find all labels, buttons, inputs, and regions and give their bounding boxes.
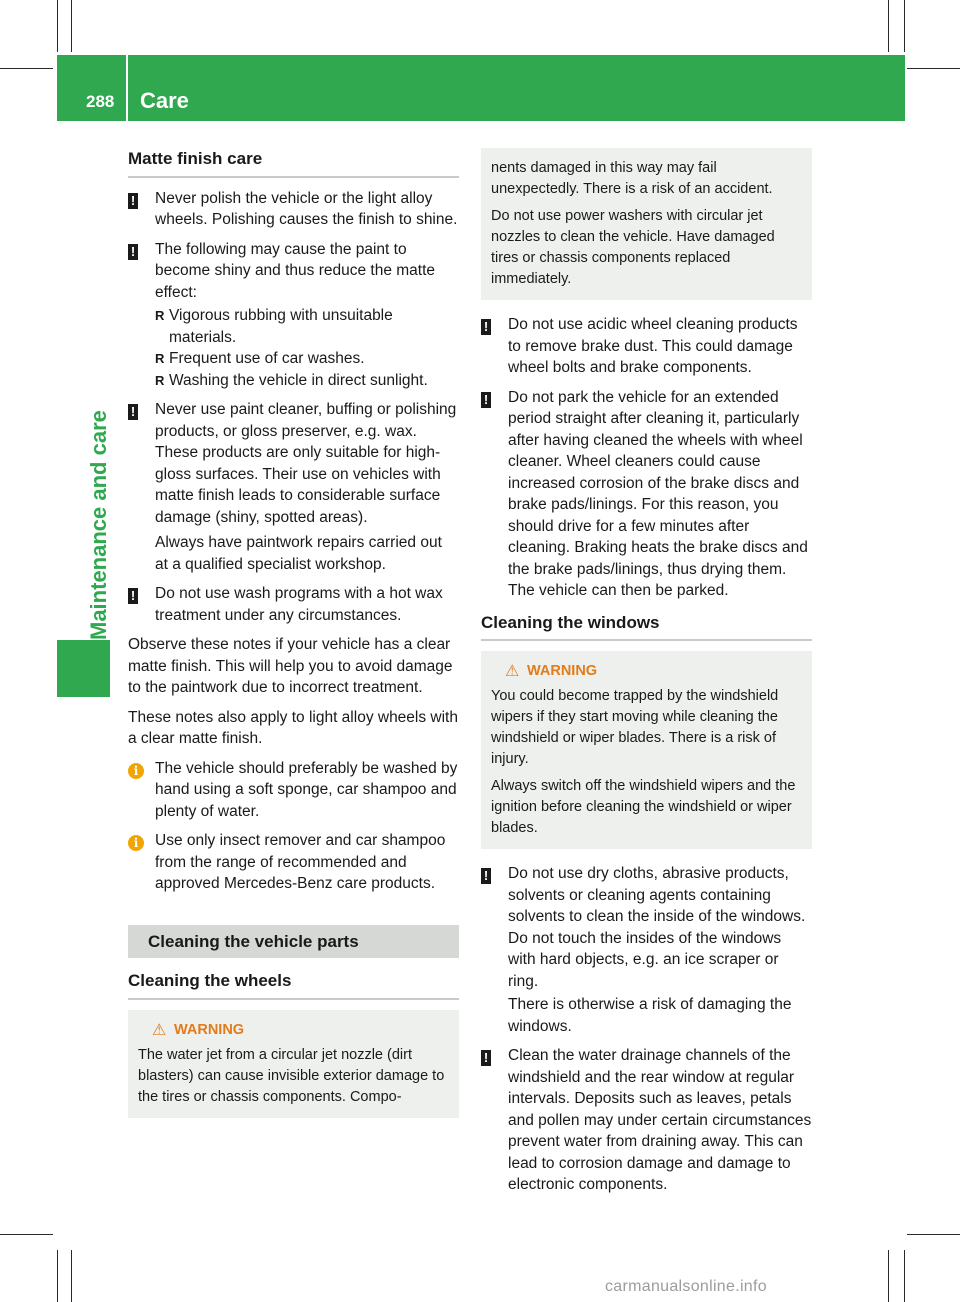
crop-mark [907, 1234, 960, 1235]
info-icon: i [128, 835, 144, 851]
side-tab-marker [57, 640, 110, 697]
section-heading: Cleaning the wheels [128, 970, 459, 1000]
warning-title-text: WARNING [174, 1021, 245, 1038]
right-column [481, 148, 812, 1204]
list-item: R Frequent use of car washes. [155, 348, 459, 370]
list-item: R Washing the vehicle in direct sunlight. [155, 370, 459, 392]
warning-title [491, 661, 802, 682]
caution-note [128, 399, 459, 528]
crop-mark [888, 0, 889, 52]
caution-note [128, 188, 459, 231]
note-text: Never use paint cleaner, buffing or polishing products, or gloss preserver, e.g. wax. These products are only suitable for high-gloss surfaces. Their use on vehicles with matte finish leads to considerable surface damage (shiny, spotted areas). [155, 401, 457, 526]
paragraph: These notes also apply to light alloy wheels with a clear matte finish. [128, 708, 458, 747]
crop-mark [0, 1234, 53, 1235]
note-text: Use only insect remover and car shampoo from the range of recommended and approved Mercedes-Benz care products. [155, 832, 446, 892]
page-number: 288 [86, 92, 115, 111]
warning-box-continued [481, 148, 812, 300]
warning-text: The water jet from a circular jet nozzle (dirt blasters) can cause invisible exterior damage to the tires or chassis components. Compo- [138, 1046, 445, 1105]
note-text: Do not use acidic wheel cleaning products to remove brake dust. This could damage wheel bolts and brake components. [508, 316, 798, 376]
page-title: Care [140, 88, 189, 113]
exclamation-icon: ! [481, 1050, 491, 1066]
crop-mark [904, 1250, 905, 1302]
info-note [128, 758, 459, 823]
note-text: The following may cause the paint to become shiny and thus reduce the matte effect: [155, 240, 436, 301]
crop-mark [904, 0, 905, 52]
info-note [128, 830, 459, 895]
crop-mark [57, 0, 58, 52]
paragraph: Observe these notes if your vehicle has a clear matte finish. This will help you to avoid damage to the paintwork due to incorrect treatment. [128, 636, 453, 696]
caution-note [128, 583, 459, 626]
warning-title-text: WARNING [527, 663, 598, 679]
caution-note [128, 239, 459, 304]
exclamation-icon: ! [128, 588, 138, 604]
exclamation-icon: ! [481, 868, 491, 884]
left-column [128, 148, 459, 1132]
warning-text: You could become trapped by the windshield wipers if they start moving while cleaning the windshield or wiper blades. There is a risk of injury. [491, 688, 779, 767]
exclamation-icon: ! [481, 392, 491, 408]
caution-note [481, 314, 812, 379]
warning-box [128, 1010, 459, 1118]
note-continuation [481, 994, 812, 1037]
header-divider [126, 55, 128, 121]
bullet-list [128, 305, 459, 391]
exclamation-icon: ! [128, 193, 138, 209]
note-text: Do not park the vehicle for an extended period straight after cleaning it, particularly after having cleaned the wheels with wheel cleaner. Wheel cleaners could cause increased corrosion of the brake discs and brake pads/linings. For this reason, you should drive for a few minutes after cleaning. Braking heats the brake discs and the brake pads/linings, thus drying them. The vehicle can then be parked. [508, 388, 808, 599]
side-label-text: Maintenance and care [86, 410, 111, 640]
crop-mark [907, 68, 960, 69]
crop-mark [71, 0, 72, 52]
warning-text: Do not use power washers with circular jet nozzles to clean the vehicle. Have damaged tires or chassis components replaced immediately. [491, 208, 775, 287]
exclamation-icon: ! [128, 404, 138, 420]
caution-note [481, 387, 812, 602]
warning-title [138, 1020, 449, 1041]
warning-box [481, 651, 812, 849]
list-item: R Vigorous rubbing with unsuitable materials. [155, 305, 459, 348]
note-text: Do not use wash programs with a hot wax treatment under any circumstances. [155, 585, 443, 624]
exclamation-icon: ! [128, 244, 138, 260]
warning-triangle-icon: ⚠ [152, 1021, 167, 1039]
warning-text: Always switch off the windshield wipers and the ignition before cleaning the windshield or wiper blades. [491, 778, 796, 836]
section-bar: Cleaning the vehicle parts [128, 925, 459, 959]
note-continuation [128, 532, 459, 575]
section-heading: Matte finish care [128, 148, 459, 178]
crop-mark [0, 68, 53, 69]
watermark: carmanualsonline.info [605, 1278, 767, 1295]
warning-text: nents damaged in this way may fail unexpectedly. There is a risk of an accident. [491, 160, 773, 197]
crop-mark [888, 1250, 889, 1302]
crop-mark [57, 1250, 58, 1302]
note-text: There is otherwise a risk of damaging the windows. [508, 996, 792, 1035]
caution-note [481, 1045, 812, 1196]
note-text: Clean the water drainage channels of the windshield and the rear window at regular intervals. Deposits such as leaves, petals and pollen may under certain circumstances prevent water from draining away. This can lead to corrosion damage and damage to electronic components. [508, 1047, 812, 1193]
info-icon: i [128, 763, 144, 779]
crop-mark [71, 1250, 72, 1302]
warning-triangle-icon: ⚠ [505, 663, 520, 680]
note-text: Always have paintwork repairs carried out at a qualified specialist workshop. [155, 534, 442, 573]
exclamation-icon: ! [481, 319, 491, 335]
note-text: The vehicle should preferably be washed by hand using a soft sponge, car shampoo and plenty of water. [155, 759, 458, 820]
caution-note [481, 863, 812, 992]
section-heading: Cleaning the windows [481, 612, 812, 642]
note-text: Never polish the vehicle or the light alloy wheels. Polishing causes the finish to shine. [155, 189, 458, 228]
note-text: Do not use dry cloths, abrasive products, solvents or cleaning agents containing solvents to clean the inside of the windows. Do not touch the insides of the windows with hard objects, e.g. an ice scraper or ring. [508, 865, 806, 990]
